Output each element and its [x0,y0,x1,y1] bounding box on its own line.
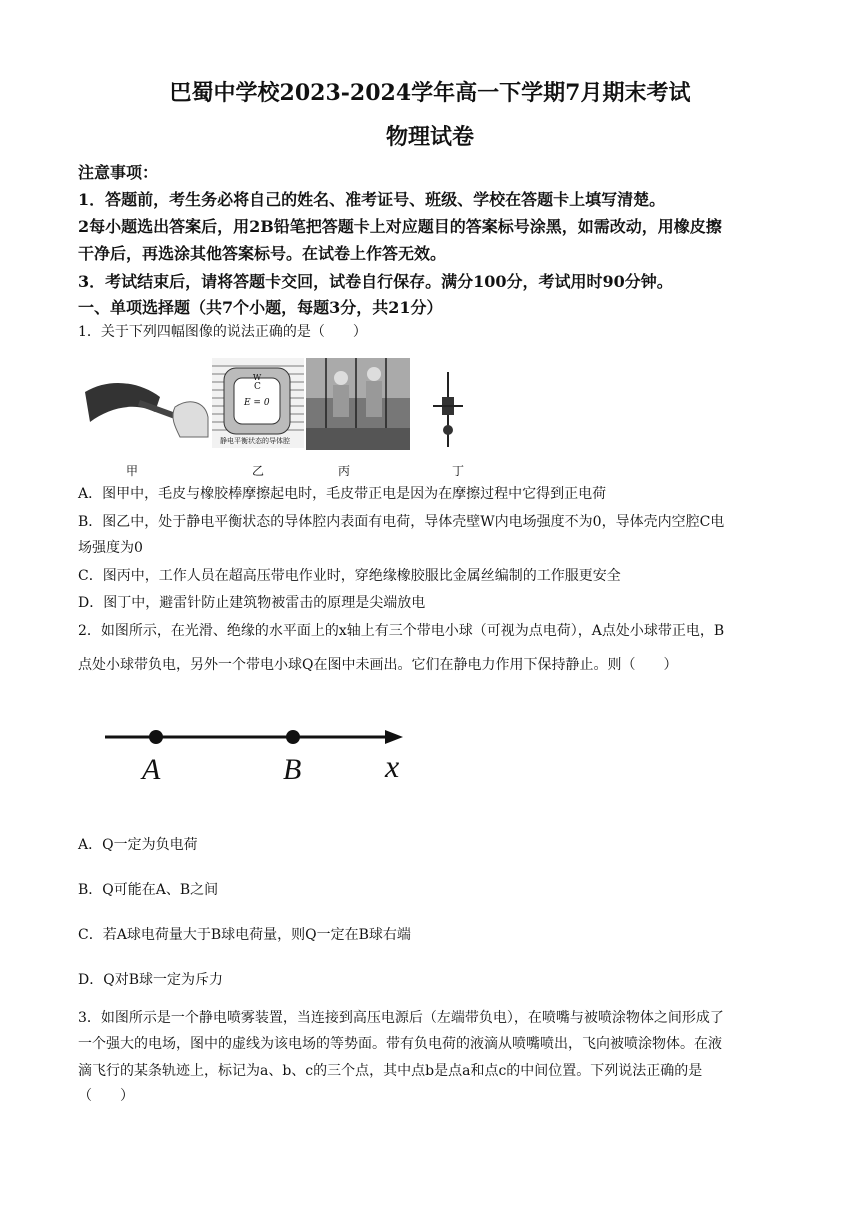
fig2-caption: 静电平衡状态的导体腔 [220,437,290,445]
q2-option-a: A．Q一定为负电荷 [78,837,198,853]
q2-option-d: D．Q对B球一定为斥力 [78,972,223,988]
q3-line-3: 滴飞行的某条轨迹上，标记为a、b、c的三个点，其中点b是点a和点c的中间位置。下列说法正确的是 [78,1063,703,1079]
notice-item-2-cont: 干净后，再选涂其他答案标号。在试卷上作答无效。 [78,244,447,263]
lightning-rod-icon [428,372,468,452]
fig2-c-label: C [254,382,261,392]
q2-axis-diagram [105,725,405,749]
fig2-e-label: E = 0 [244,398,270,408]
notice-item-1: 1．答题前，考生务必将自己的姓名、准考证号、班级、学校在答题卡上填写清楚。 [78,190,666,209]
q2-stem-line2: 点处小球带负电，另外一个带电小球Q在图中未画出。它们在静电力作用下保持静止。则（ ） [78,657,678,673]
fig-label-bing: 丙 [338,464,351,478]
fig-label-ding: 丁 [452,464,465,478]
q1-stem: 1．关于下列四幅图像的说法正确的是（ ） [78,324,367,340]
figure-fur-rod-icon [80,362,210,442]
q1-option-a: A．图甲中，毛皮与橡胶棒摩擦起电时，毛皮带正电是因为在摩擦过程中它得到正电荷 [78,486,607,502]
q1-option-b: B．图乙中，处于静电平衡状态的导体腔内表面有电荷，导体壳壁W内电场强度不为0，导体壳内空腔C电 [78,514,725,530]
q3-line-1: 3．如图所示是一个静电喷雾装置，当连接到高压电源后（左端带负电），在喷嘴与被喷涂物体之间形成了 [78,1010,724,1026]
page-title: 巴蜀中学校2023-2024学年高一下学期7月期末考试 [169,80,691,106]
section-heading: 一、单项选择题（共7个小题，每题3分，共21分） [78,298,443,317]
notice-item-2: 2每小题选出答案后，用2B铅笔把答题卡上对应题目的答案标号涂黑，如需改动，用橡皮擦 [78,217,722,236]
q2-axis-x-label: x [385,748,400,784]
fig2-w-label: W [253,373,262,382]
q2-stem-line1: 2．如图所示，在光滑、绝缘的水平面上的x轴上有三个带电小球（可视为点电荷），A点处小球带正电，B [78,623,725,639]
q3-line-2: 一个强大的电场，图中的虚线为该电场的等势面。带有负电荷的液滴从喷嘴喷出，飞向被喷涂物体。在液 [78,1036,722,1052]
q1-option-c: C．图丙中，工作人员在超高压带电作业时，穿绝缘橡胶服比金属丝编制的工作服更安全 [78,568,621,584]
q1-option-d: D．图丁中，避雷针防止建筑物被雷击的原理是尖端放电 [78,595,426,611]
q1-option-b-cont: 场强度为0 [78,540,143,556]
fig-label-yi: 乙 [252,464,265,478]
q2-point-b-label: B [283,753,302,786]
fig-label-jia: 甲 [126,464,139,478]
figure-live-line-workers [306,358,410,450]
q2-point-a-label: A [142,753,161,786]
notice-heading: 注意事项： [78,163,159,182]
q2-option-c: C．若A球电荷量大于B球电荷量，则Q一定在B球右端 [78,927,411,943]
page-subtitle: 物理试卷 [385,124,474,150]
notice-item-3: 3．考试结束后，请将答题卡交回，试卷自行保存。满分100分，考试用时90分钟。 [78,272,673,291]
q2-option-b: B．Q可能在A、B之间 [78,882,219,898]
q3-line-4: （ ） [78,1088,134,1104]
